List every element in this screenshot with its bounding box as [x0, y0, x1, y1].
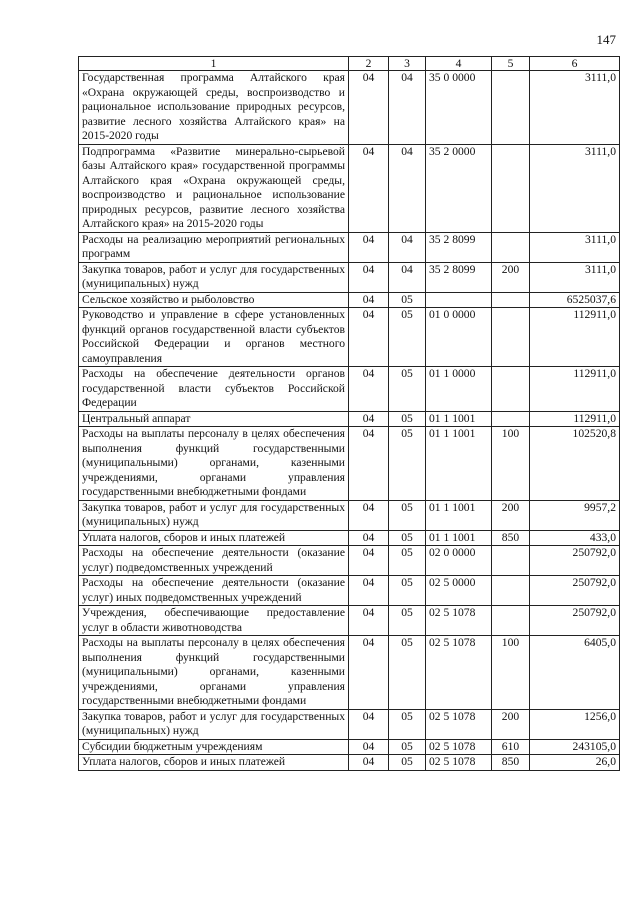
amount-cell: 112911,0 [530, 367, 620, 412]
section-code-cell: 04 [349, 606, 389, 636]
amount-cell: 112911,0 [530, 308, 620, 367]
section-code-cell: 04 [349, 144, 389, 232]
row-name-cell: Уплата налогов, сборов и иных платежей [79, 755, 349, 771]
target-article-cell: 02 5 1078 [426, 755, 492, 771]
row-name-cell: Учреждения, обеспечивающие предоставление услуг в области животноводства [79, 606, 349, 636]
section-code-cell: 04 [349, 709, 389, 739]
row-name-cell: Уплата налогов, сборов и иных платежей [79, 530, 349, 546]
row-name-cell: Сельское хозяйство и рыболовство [79, 292, 349, 308]
expense-type-cell: 200 [492, 500, 530, 530]
budget-table [78, 56, 620, 771]
expense-type-cell [492, 367, 530, 412]
expense-type-cell [492, 71, 530, 145]
section-code-cell: 04 [349, 367, 389, 412]
table-row [79, 709, 620, 739]
row-name-cell: Расходы на обеспечение деятельности органов государственной власти субъектов Российской Федерации [79, 367, 349, 412]
target-article-cell: 01 0 0000 [426, 308, 492, 367]
table-row [79, 427, 620, 501]
row-name-cell: Расходы на выплаты персоналу в целях обеспечения выполнения функций государственными (муниципальными) органами, казенными учреждениями, органами управления государственными внебюджетными фондами [79, 636, 349, 710]
expense-type-cell: 850 [492, 530, 530, 546]
subsection-code-cell: 05 [389, 411, 426, 427]
amount-cell: 26,0 [530, 755, 620, 771]
section-code-cell: 04 [349, 308, 389, 367]
target-article-cell: 02 5 1078 [426, 709, 492, 739]
table-row [79, 500, 620, 530]
amount-cell: 9957,2 [530, 500, 620, 530]
section-code-cell: 04 [349, 292, 389, 308]
subsection-code-cell: 04 [389, 232, 426, 262]
target-article-cell: 02 5 1078 [426, 739, 492, 755]
column-header: 2 [349, 57, 389, 71]
target-article-cell: 01 1 1001 [426, 530, 492, 546]
amount-cell: 250792,0 [530, 576, 620, 606]
expense-type-cell [492, 308, 530, 367]
subsection-code-cell: 05 [389, 546, 426, 576]
row-name-cell: Руководство и управление в сфере установленных функций органов государственной власти субъектов Российской Федерации и органов местного самоуправления [79, 308, 349, 367]
target-article-cell: 35 2 8099 [426, 262, 492, 292]
amount-cell: 6405,0 [530, 636, 620, 710]
table-row [79, 411, 620, 427]
expense-type-cell: 100 [492, 636, 530, 710]
target-article-cell: 02 5 1078 [426, 636, 492, 710]
target-article-cell: 01 1 1001 [426, 427, 492, 501]
table-row [79, 71, 620, 145]
row-name-cell: Расходы на реализацию мероприятий региональных программ [79, 232, 349, 262]
amount-cell: 243105,0 [530, 739, 620, 755]
subsection-code-cell: 05 [389, 709, 426, 739]
section-code-cell: 04 [349, 530, 389, 546]
row-name-cell: Расходы на выплаты персоналу в целях обеспечения выполнения функций государственными (муниципальными) органами, казенными учреждениями, органами управления государственными внебюджетными фондами [79, 427, 349, 501]
target-article-cell: 02 0 0000 [426, 546, 492, 576]
table-row [79, 530, 620, 546]
page-number: 147 [596, 32, 616, 47]
row-name-cell: Государственная программа Алтайского края «Охрана окружающей среды, воспроизводство и рациональное использование природных ресурсов, развитие лесного хозяйства Алтайского края» на 2015-2020 годы [79, 71, 349, 145]
target-article-cell: 01 1 0000 [426, 367, 492, 412]
amount-cell: 102520,8 [530, 427, 620, 501]
amount-cell: 112911,0 [530, 411, 620, 427]
subsection-code-cell: 04 [389, 71, 426, 145]
table-row [79, 546, 620, 576]
row-name-cell: Расходы на обеспечение деятельности (оказание услуг) иных подведомственных учреждений [79, 576, 349, 606]
expense-type-cell [492, 292, 530, 308]
column-header: 4 [426, 57, 492, 71]
budget-table-body [79, 57, 620, 771]
subsection-code-cell: 05 [389, 576, 426, 606]
amount-cell: 250792,0 [530, 546, 620, 576]
section-code-cell: 04 [349, 576, 389, 606]
target-article-cell: 35 2 0000 [426, 144, 492, 232]
section-code-cell: 04 [349, 500, 389, 530]
subsection-code-cell: 05 [389, 367, 426, 412]
table-row [79, 308, 620, 367]
target-article-cell: 01 1 1001 [426, 500, 492, 530]
table-row [79, 739, 620, 755]
section-code-cell: 04 [349, 232, 389, 262]
row-name-cell: Подпрограмма «Развитие минерально-сырьевой базы Алтайского края» государственной программы Алтайского края «Охрана окружающей среды, воспроизводство и рациональное использование природных ресурсов, развитие лесного хозяйства Алтайского края» на 2015-2020 годы [79, 144, 349, 232]
subsection-code-cell: 05 [389, 636, 426, 710]
column-header: 5 [492, 57, 530, 71]
expense-type-cell [492, 606, 530, 636]
section-code-cell: 04 [349, 636, 389, 710]
section-code-cell: 04 [349, 739, 389, 755]
expense-type-cell: 200 [492, 262, 530, 292]
amount-cell: 3111,0 [530, 262, 620, 292]
target-article-cell: 35 0 0000 [426, 71, 492, 145]
row-name-cell: Субсидии бюджетным учреждениям [79, 739, 349, 755]
amount-cell: 250792,0 [530, 606, 620, 636]
expense-type-cell [492, 232, 530, 262]
subsection-code-cell: 05 [389, 755, 426, 771]
table-row [79, 292, 620, 308]
amount-cell: 433,0 [530, 530, 620, 546]
expense-type-cell: 850 [492, 755, 530, 771]
table-row [79, 755, 620, 771]
section-code-cell: 04 [349, 427, 389, 501]
row-name-cell: Закупка товаров, работ и услуг для государственных (муниципальных) нужд [79, 709, 349, 739]
table-row [79, 232, 620, 262]
subsection-code-cell: 05 [389, 500, 426, 530]
row-name-cell: Закупка товаров, работ и услуг для государственных (муниципальных) нужд [79, 262, 349, 292]
row-name-cell: Закупка товаров, работ и услуг для государственных (муниципальных) нужд [79, 500, 349, 530]
expense-type-cell: 100 [492, 427, 530, 501]
subsection-code-cell: 05 [389, 606, 426, 636]
expense-type-cell: 200 [492, 709, 530, 739]
subsection-code-cell: 05 [389, 427, 426, 501]
target-article-cell: 02 5 1078 [426, 606, 492, 636]
section-code-cell: 04 [349, 71, 389, 145]
expense-type-cell [492, 144, 530, 232]
amount-cell: 6525037,6 [530, 292, 620, 308]
table-row [79, 144, 620, 232]
subsection-code-cell: 04 [389, 262, 426, 292]
subsection-code-cell: 04 [389, 144, 426, 232]
table-row [79, 636, 620, 710]
target-article-cell: 35 2 8099 [426, 232, 492, 262]
expense-type-cell [492, 546, 530, 576]
column-header: 3 [389, 57, 426, 71]
table-row [79, 576, 620, 606]
table-row [79, 262, 620, 292]
subsection-code-cell: 05 [389, 308, 426, 367]
section-code-cell: 04 [349, 411, 389, 427]
section-code-cell: 04 [349, 755, 389, 771]
row-name-cell: Центральный аппарат [79, 411, 349, 427]
amount-cell: 3111,0 [530, 232, 620, 262]
target-article-cell [426, 292, 492, 308]
subsection-code-cell: 05 [389, 530, 426, 546]
amount-cell: 3111,0 [530, 144, 620, 232]
subsection-code-cell: 05 [389, 292, 426, 308]
table-row [79, 606, 620, 636]
table-header-row [79, 57, 620, 71]
expense-type-cell: 610 [492, 739, 530, 755]
target-article-cell: 02 5 0000 [426, 576, 492, 606]
column-header: 6 [530, 57, 620, 71]
expense-type-cell [492, 576, 530, 606]
table-row [79, 367, 620, 412]
subsection-code-cell: 05 [389, 739, 426, 755]
amount-cell: 1256,0 [530, 709, 620, 739]
column-header: 1 [79, 57, 349, 71]
target-article-cell: 01 1 1001 [426, 411, 492, 427]
expense-type-cell [492, 411, 530, 427]
row-name-cell: Расходы на обеспечение деятельности (оказание услуг) подведомственных учреждений [79, 546, 349, 576]
section-code-cell: 04 [349, 546, 389, 576]
amount-cell: 3111,0 [530, 71, 620, 145]
section-code-cell: 04 [349, 262, 389, 292]
